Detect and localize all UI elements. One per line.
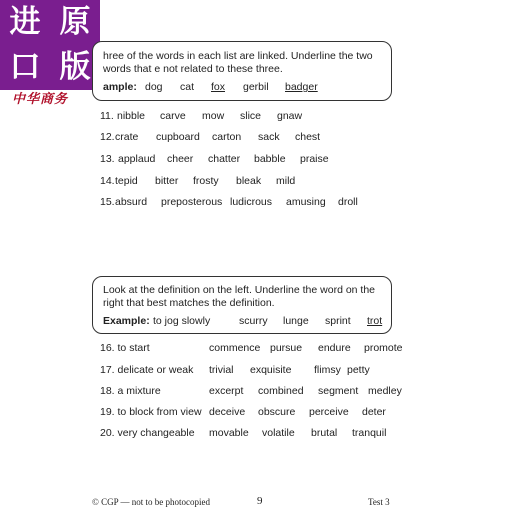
answer-word[interactable]: amusing (286, 196, 326, 208)
answer-word[interactable]: endure (318, 342, 351, 354)
definition-text: 18. a mixture (100, 385, 161, 397)
answer-word[interactable]: petty (347, 364, 370, 376)
example-line-2 (103, 315, 383, 328)
example-word: lunge (283, 315, 309, 327)
answer-word[interactable]: combined (258, 385, 304, 397)
answer-word[interactable]: preposterous (161, 196, 223, 208)
example-line-1 (103, 81, 318, 94)
answer-word[interactable]: carve (160, 110, 186, 122)
instruction-text-1: hree of the words in each list are linked. Underline the two words that e not related to these three. (103, 50, 373, 75)
question-number: 13. (100, 153, 115, 165)
badge-logo (0, 0, 100, 90)
answer-word[interactable]: sack (258, 131, 280, 143)
answer-word[interactable]: obscure (258, 406, 296, 418)
answer-word[interactable]: pursue (270, 342, 303, 354)
answer-word[interactable]: deceive (209, 406, 246, 418)
definition-text: 17. delicate or weak (100, 364, 194, 376)
answer-word[interactable]: trivial (209, 364, 234, 376)
answer-word[interactable]: droll (338, 196, 358, 208)
answer-word[interactable]: chest (295, 131, 321, 143)
answer-word[interactable]: bleak (236, 175, 262, 187)
footer-copyright: © CGP — not to be photocopied (92, 497, 210, 507)
answer-word[interactable]: brutal (311, 427, 338, 439)
answer-word[interactable]: excerpt (209, 385, 244, 397)
answer-word[interactable]: nibble (117, 110, 146, 122)
answer-word[interactable]: volatile (262, 427, 295, 439)
answer-word[interactable]: carton (212, 131, 242, 143)
example-definition: to jog slowly (153, 315, 211, 327)
answer-word[interactable]: perceive (309, 406, 349, 418)
answer-word[interactable]: praise (300, 153, 329, 165)
answer-word[interactable]: promote (364, 342, 403, 354)
example-label: Example: (103, 315, 150, 327)
answer-word[interactable]: medley (368, 385, 402, 397)
footer-test-label: Test 3 (368, 497, 390, 507)
answer-word[interactable]: cheer (167, 153, 194, 165)
answer-word[interactable]: ludicrous (230, 196, 273, 208)
answer-word[interactable]: flimsy (314, 364, 341, 376)
example-word: cat (180, 81, 195, 93)
answer-word[interactable]: mow (202, 110, 225, 122)
badge-char: 口 (9, 49, 41, 85)
example-word: dog (145, 81, 163, 93)
instruction-box-2 (92, 276, 392, 334)
question-number: 11. (100, 110, 114, 122)
answer-word[interactable]: crate (115, 131, 139, 143)
badge-char: 进 (9, 4, 41, 40)
answer-word[interactable]: applaud (118, 153, 156, 165)
example-word-underlined: trot (367, 315, 383, 327)
answer-word[interactable]: bitter (155, 175, 179, 187)
example-word-underlined: badger (285, 81, 318, 93)
instruction-text-2: Look at the definition on the left. Underline the word on the right that best matches the definition. (103, 284, 376, 309)
question-number: 14. (100, 175, 115, 187)
answer-word[interactable]: frosty (193, 175, 219, 187)
example-word: sprint (325, 315, 351, 327)
question-number: 12. (100, 131, 115, 143)
answer-word[interactable]: babble (254, 153, 286, 165)
answer-word[interactable]: exquisite (250, 364, 292, 376)
badge-char: 版 (59, 49, 91, 85)
instruction-box-1 (92, 41, 392, 101)
answer-word[interactable]: tranquil (352, 427, 387, 439)
answer-word[interactable]: commence (209, 342, 261, 354)
example-label: ample: (103, 81, 137, 93)
example-word: scurry (239, 315, 268, 327)
answer-word[interactable]: absurd (115, 196, 148, 208)
page-number: 9 (257, 495, 263, 507)
answer-word[interactable]: cupboard (156, 131, 200, 143)
import-edition-badge (0, 0, 100, 108)
answer-word[interactable]: movable (209, 427, 249, 439)
answer-word[interactable]: chatter (208, 153, 241, 165)
example-word: gerbil (243, 81, 269, 93)
answer-word[interactable]: mild (276, 175, 296, 187)
answer-word[interactable]: deter (362, 406, 386, 418)
definition-text: 19. to block from view (100, 406, 202, 418)
question-number: 15. (100, 196, 115, 208)
publisher-logo: 中华商务 (12, 92, 69, 107)
example-word-underlined: fox (211, 81, 226, 93)
answer-word[interactable]: tepid (115, 175, 138, 187)
answer-word[interactable]: gnaw (277, 110, 303, 122)
definition-text: 20. very changeable (100, 427, 195, 439)
definition-text: 16. to start (100, 342, 150, 354)
badge-char: 原 (59, 4, 91, 40)
answer-word[interactable]: slice (240, 110, 262, 122)
answer-word[interactable]: segment (318, 385, 359, 397)
